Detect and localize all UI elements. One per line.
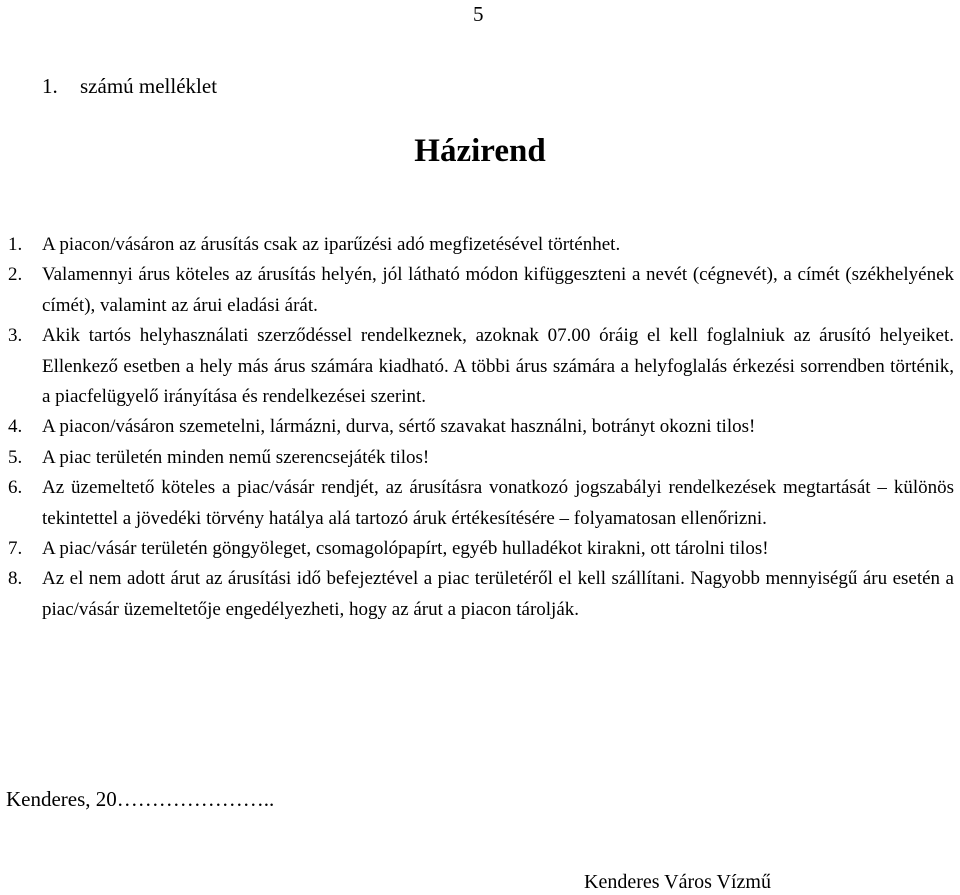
rule-number: 7. — [8, 538, 23, 560]
rule-item — [8, 534, 954, 564]
annex-number: 1. — [42, 74, 58, 98]
rule-item — [8, 230, 954, 260]
rule-number: 6. — [8, 477, 23, 499]
rule-item — [8, 412, 954, 442]
rules-list — [8, 230, 954, 625]
rule-item — [8, 564, 954, 625]
rule-item — [8, 260, 954, 321]
rule-text: Az el nem adott árut az árusítási idő befejeztével a piac területéről el kell szállítani. Nagyobb mennyiségű áru esetén a piac/vásár üzemeltetője engedélyezheti, hogy az árut a piacon tárolják. — [42, 568, 954, 620]
rule-number: 8. — [8, 568, 23, 590]
signature-line: Kenderes Város Vízmű — [584, 871, 771, 893]
annex-label: számú melléklet — [80, 74, 218, 98]
rule-item — [8, 443, 954, 473]
rule-text: A piacon/vásáron szemetelni, lármázni, durva, sértő szavakat használni, botrányt okozni tilos! — [42, 416, 756, 438]
page-number: 5 — [473, 2, 484, 26]
rule-number: 3. — [8, 325, 23, 347]
rule-text: Valamennyi árus köteles az árusítás helyén, jól látható módon kifüggeszteni a nevét (cégnevét), a címét (székhelyének címét), valamint az árui eladási árát. — [42, 264, 954, 316]
rule-item — [8, 321, 954, 412]
rule-number: 4. — [8, 416, 23, 438]
annex-heading — [42, 73, 217, 99]
rule-number: 5. — [8, 446, 23, 468]
rule-number: 2. — [8, 264, 23, 286]
rule-text: Az üzemeltető köteles a piac/vásár rendjét, az árusításra vonatkozó jogszabályi rendelkezések megtartását – különös tekintettel a jövedéki törvény hatálya alá tartozó áruk értékesítésére – folyamatosan ellenőrizni. — [42, 477, 954, 529]
rule-text: A piac területén minden nemű szerencsejáték tilos! — [42, 446, 430, 468]
rule-text: A piac/vásár területén göngyöleget, csomagolópapírt, egyéb hulladékot kirakni, ott tárolni tilos! — [42, 538, 769, 560]
rule-item — [8, 473, 954, 534]
rule-text: A piacon/vásáron az árusítás csak az iparűzési adó megfizetésével történhet. — [42, 234, 621, 255]
rule-number: 1. — [8, 234, 23, 255]
place-date-line: Kenderes, 20………………….. — [6, 787, 275, 811]
document-title: Házirend — [414, 133, 546, 169]
rule-text: Akik tartós helyhasználati szerződéssel rendelkeznek, azoknak 07.00 óráig el kell foglalniuk az árusító helyeiket. Ellenkező esetben a hely más árus számára kiadható. A többi árus számára a helyfoglalás érkezési sorrendben történik, a piacfelügyelő irányítása és rendelkezései szerint. — [42, 325, 954, 408]
